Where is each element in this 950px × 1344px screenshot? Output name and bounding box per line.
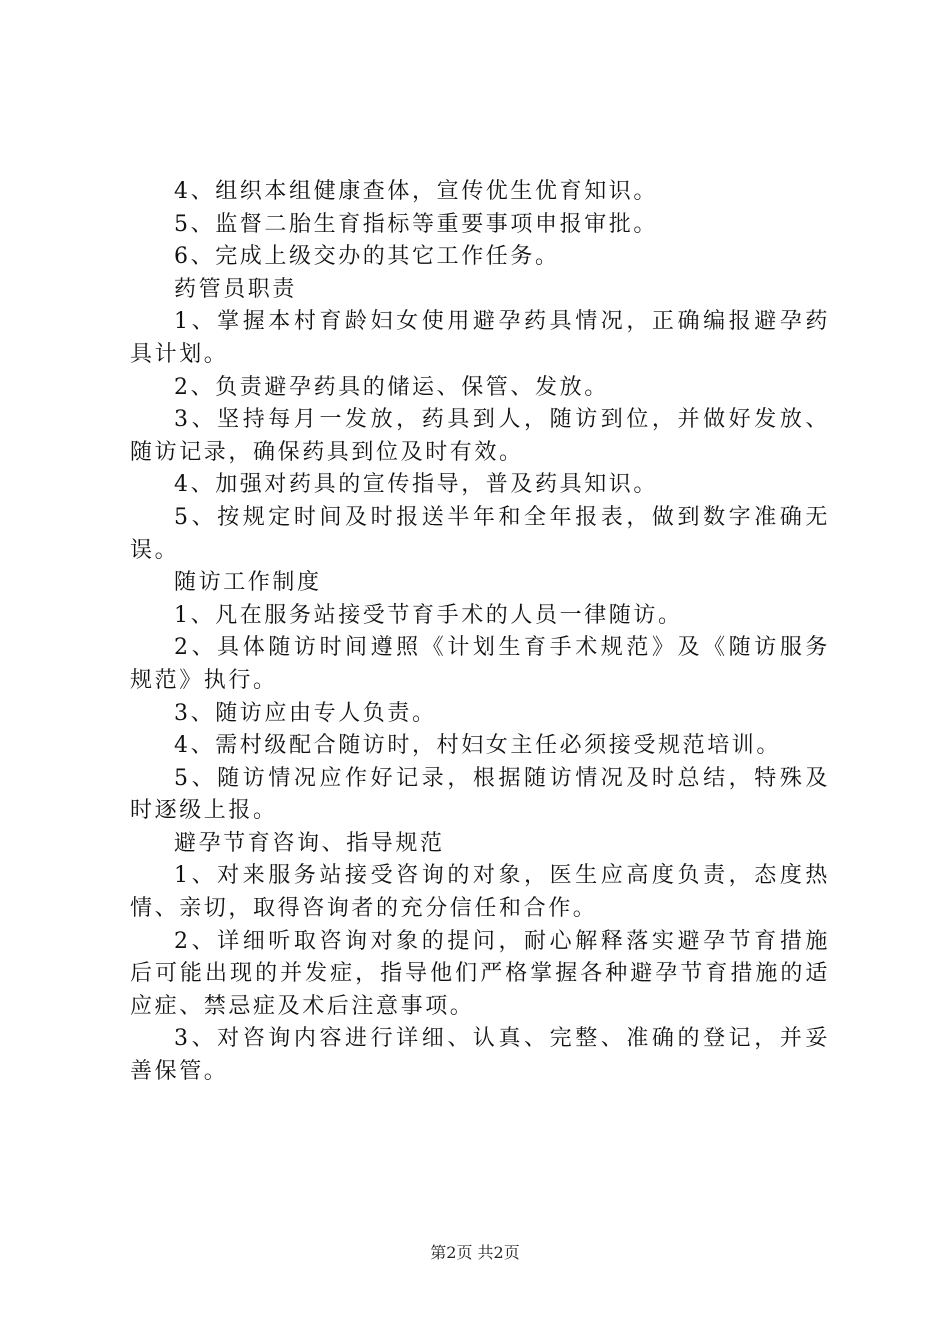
paragraph: 4、加强对药具的宣传指导，普及药具知识。 bbox=[174, 472, 658, 498]
page-footer bbox=[0, 1242, 950, 1264]
paragraph: 5、按规定时间及时报送半年和全年报表，做到数字准确无误。 bbox=[130, 504, 830, 563]
paragraph: 2、详细听取咨询对象的提问，耐心解释落实避孕节育措施后可能出现的并发症，指导他们严格掌握各种避孕节育措施的适应症、禁忌症及术后注意事项。 bbox=[130, 928, 830, 1019]
paragraph: 5、监督二胎生育指标等重要事项申报审批。 bbox=[174, 211, 658, 237]
paragraph: 5、随访情况应作好记录，根据随访情况及时总结，特殊及时逐级上报。 bbox=[130, 765, 830, 824]
paragraph: 6、完成上级交办的其它工作任务。 bbox=[174, 244, 560, 270]
paragraph: 4、组织本组健康查体，宣传优生优育知识。 bbox=[174, 179, 658, 204]
paragraph: 3、对咨询内容进行详细、认真、完整、准确的登记，并妥善保管。 bbox=[130, 1026, 830, 1085]
page-number-label: 第2页 共2页 bbox=[430, 1243, 520, 1262]
section-heading: 随访工作制度 bbox=[174, 570, 322, 596]
paragraph: 3、坚持每月一发放，药具到人，随访到位，并做好发放、随访记录，确保药具到位及时有效。 bbox=[130, 407, 830, 465]
section-heading: 避孕节育咨询、指导规范 bbox=[174, 830, 445, 856]
paragraph: 2、具体随访时间遵照《计划生育手术规范》及《随访服务规范》执行。 bbox=[130, 635, 830, 693]
document-body bbox=[130, 176, 830, 1089]
paragraph: 3、随访应由专人负责。 bbox=[174, 700, 437, 726]
paragraph: 1、对来服务站接受咨询的对象，医生应高度负责，态度热情、亲切，取得咨询者的充分信任和合作。 bbox=[130, 863, 830, 922]
paragraph: 1、凡在服务站接受节育手术的人员一律随访。 bbox=[174, 602, 683, 628]
paragraph: 2、负责避孕药具的储运、保管、发放。 bbox=[174, 374, 609, 400]
paragraph: 1、掌握本村育龄妇女使用避孕药具情况，正确编报避孕药具计划。 bbox=[130, 309, 830, 367]
section-heading: 药管员职责 bbox=[174, 276, 298, 302]
paragraph: 4、需村级配合随访时，村妇女主任必须接受规范培训。 bbox=[174, 733, 781, 759]
